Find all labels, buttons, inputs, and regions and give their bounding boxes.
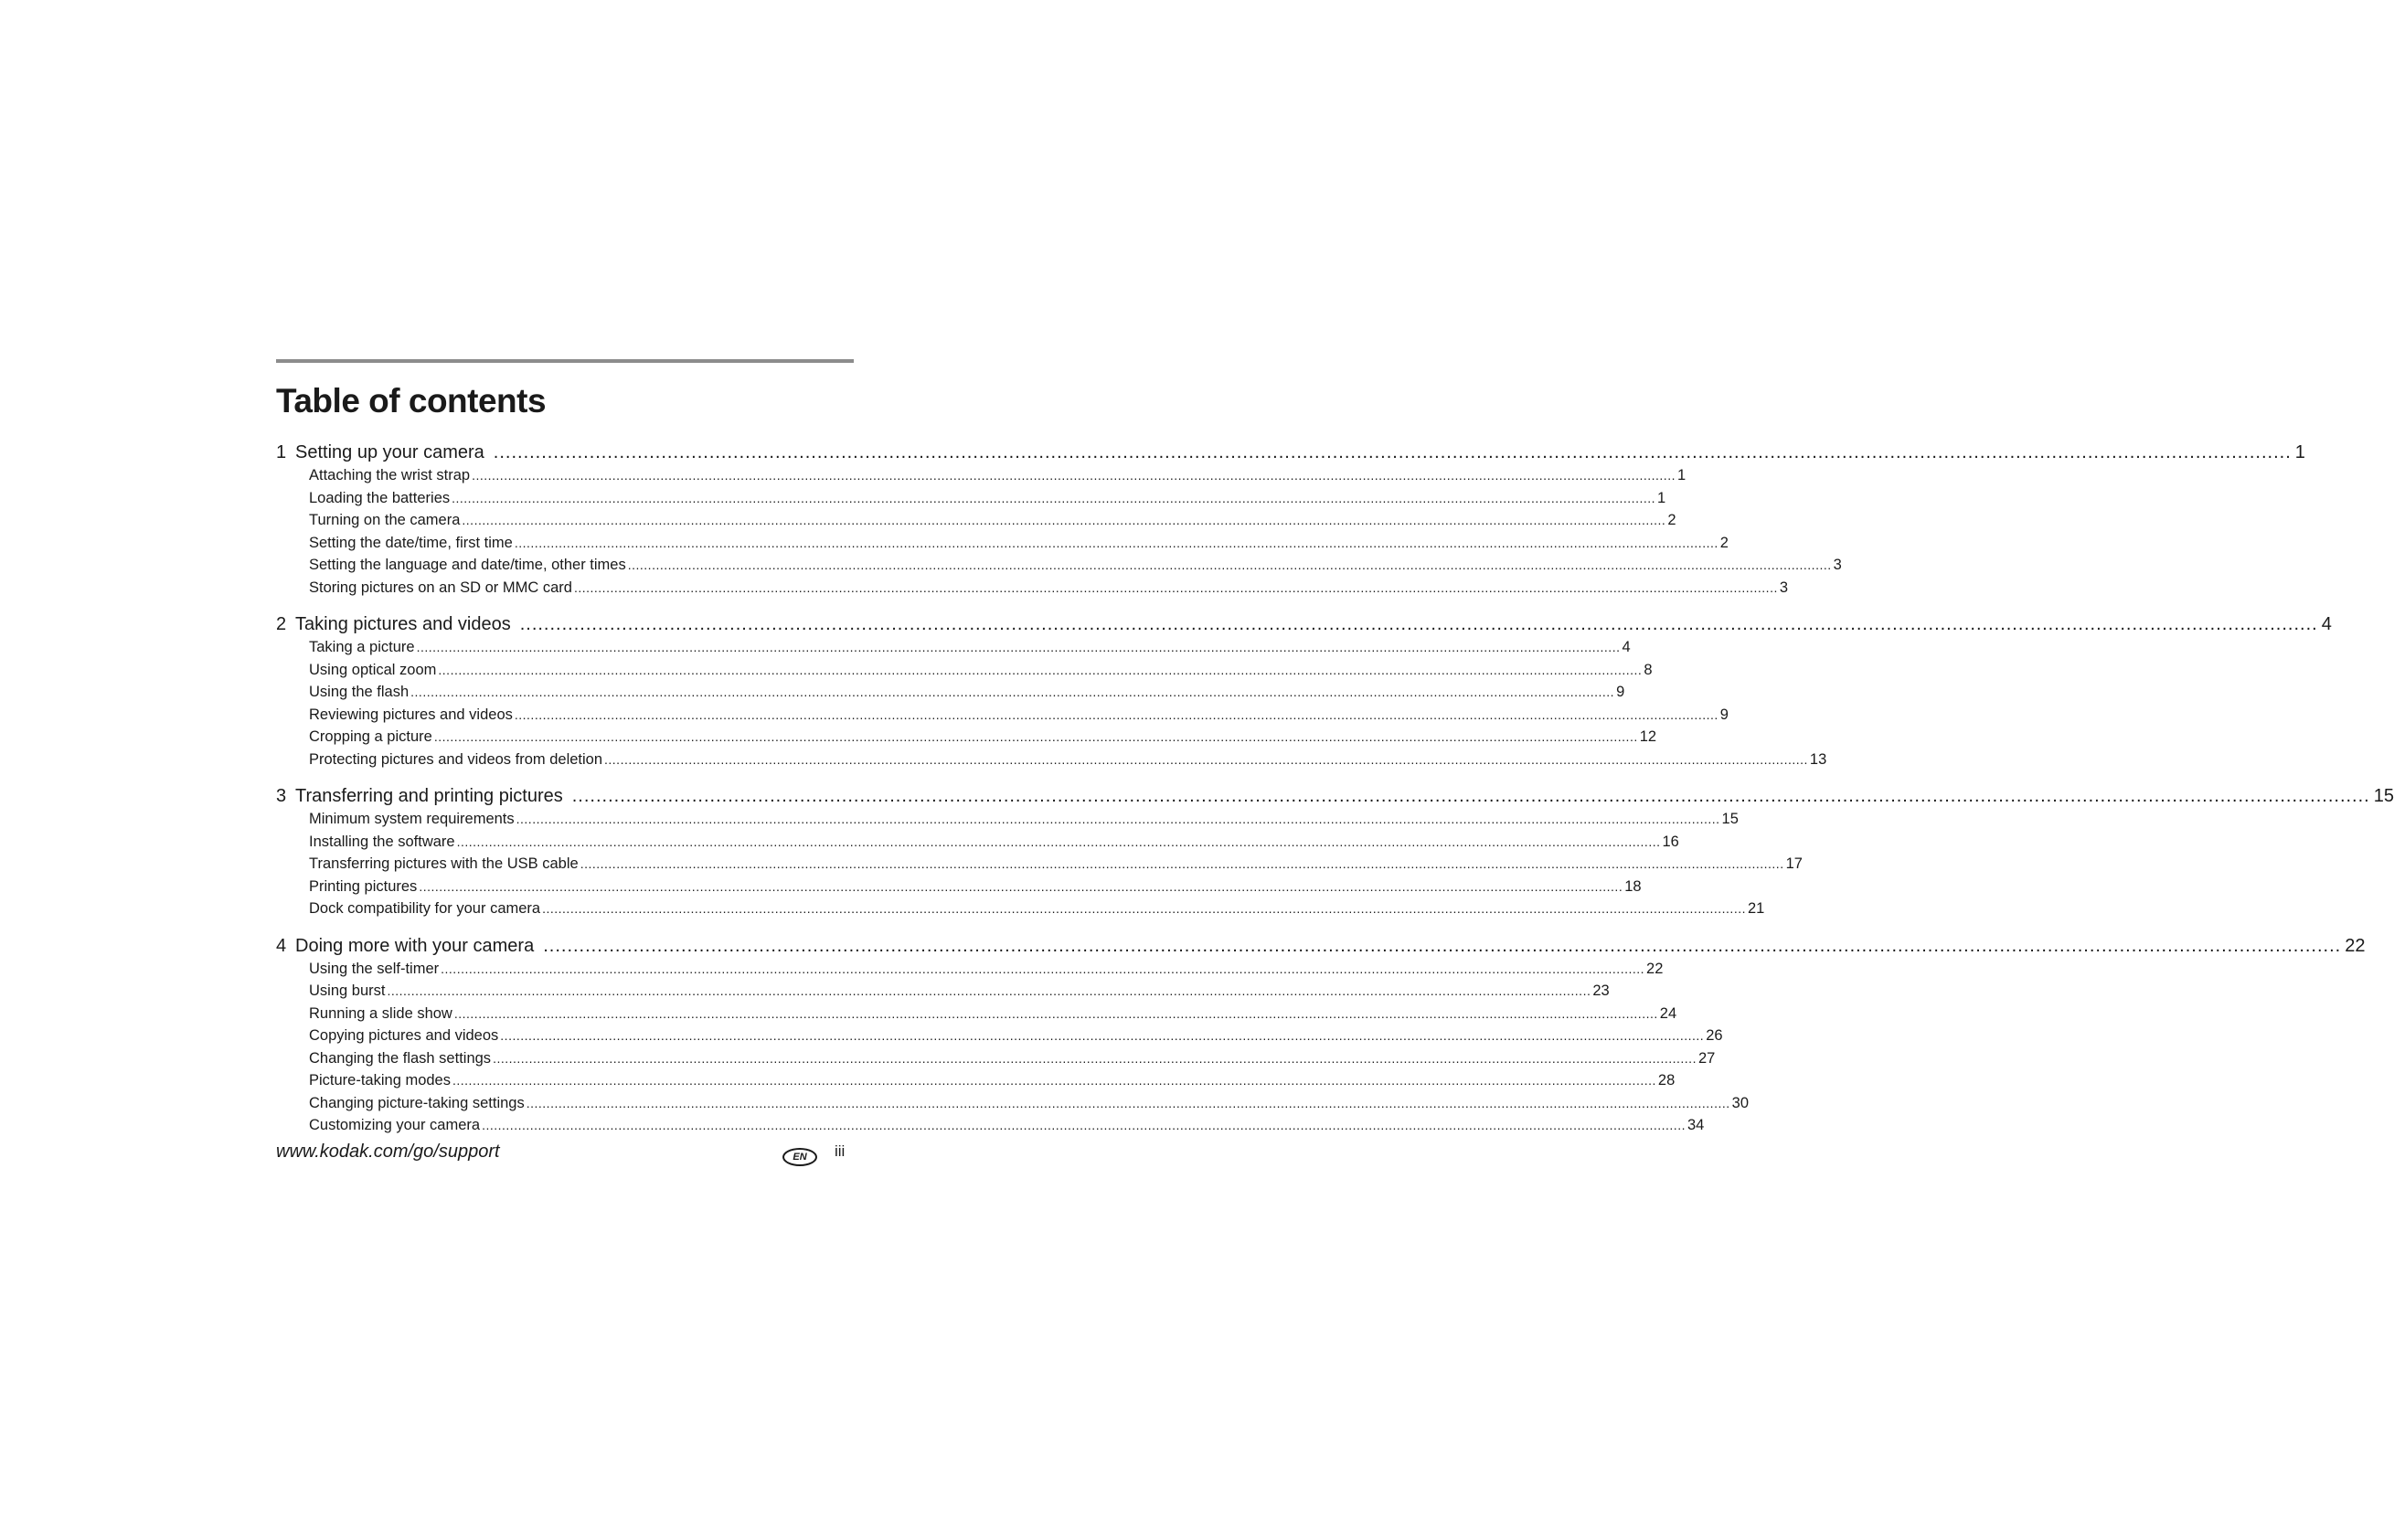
toc-entry[interactable] [309,704,1729,727]
toc-entry[interactable] [309,958,1664,981]
entry-title: Using the flash [309,684,410,700]
dot-leader: ............................................................................................................................................................................................................................................................................................................ [452,490,1656,505]
dot-leader: ............................................................................................................................................................................................................................................................................................................ [493,442,2292,462]
chapter-number: 3 [276,786,287,806]
entry-page-number: 16 [1662,833,1679,850]
toc-entry[interactable] [309,532,1729,555]
toc-entry[interactable] [309,1114,1705,1137]
entry-title: Changing the flash settings [309,1049,492,1067]
entry-page-number: 1 [1657,489,1666,506]
toc-entry-list [276,464,1842,599]
dot-leader: ............................................................................................................................................................................................................................................................................................................ [580,856,1784,871]
dot-leader: ............................................................................................................................................................................................................................................................................................................ [516,812,1720,826]
dot-leader: ............................................................................................................................................................................................................................................................................................................ [519,614,2318,634]
page-title: Table of contents [276,382,547,420]
entry-page-number: 8 [1644,661,1653,678]
dot-leader: ............................................................................................................................................................................................................................................................................................................ [441,961,1645,976]
dot-leader: ............................................................................................................................................................................................................................................................................................................ [433,729,1638,744]
chapter-title: Transferring and printing pictures [295,786,563,806]
toc-entry[interactable] [309,853,1803,876]
entry-title: Attaching the wrist strap [309,467,471,483]
entry-page-number: 26 [1706,1027,1723,1044]
entry-title: Using optical zoom [309,661,437,678]
entry-page-number: 24 [1659,1004,1677,1022]
dot-leader: ............................................................................................................................................................................................................................................................................................................ [526,1095,1730,1110]
entry-title: Customizing your camera [309,1117,481,1133]
dot-leader: ............................................................................................................................................................................................................................................................................................................ [542,901,1746,916]
entry-page-number: 3 [1833,557,1842,573]
toc-entry[interactable] [309,1047,1716,1070]
entry-page-number: 9 [1616,684,1625,700]
toc-chapter-heading[interactable] [276,784,2394,808]
entry-page-number: 15 [1721,811,1739,827]
toc-chapter [276,612,2332,770]
chapter-number: 2 [276,614,287,634]
toc-chapter [276,784,2394,920]
toc-entry-list [276,808,1803,920]
toc-chapter [276,934,2366,1137]
toc-entry-list [276,958,1749,1137]
entry-title: Copying pictures and videos [309,1027,499,1044]
entry-title: Running a slide show [309,1004,452,1022]
entry-page-number: 9 [1719,706,1729,723]
toc-entry[interactable] [309,897,1765,920]
toc-entry[interactable] [309,1003,1677,1025]
chapter-title: Taking pictures and videos [295,614,511,634]
entry-title: Using burst [309,982,386,999]
toc-entry[interactable] [309,726,1657,749]
entry-title: Turning on the camera [309,512,461,528]
entry-page-number: 1 [1676,467,1686,483]
entry-page-number: 21 [1748,900,1765,917]
entry-title: Changing picture-taking settings [309,1094,525,1111]
entry-page-number: 28 [1657,1072,1676,1089]
dot-leader: ............................................................................................................................................................................................................................................................................................................ [482,1118,1686,1132]
entry-page-number: 12 [1639,728,1657,745]
dot-leader: ............................................................................................................................................................................................................................................................................................................ [573,579,1778,595]
entry-title: Taking a picture [309,639,415,655]
entry-page-number: 3 [1779,579,1789,596]
entry-page-number: 4 [1622,639,1631,655]
toc-entry[interactable] [309,876,1642,898]
toc-chapter [276,441,2305,599]
dot-leader: ............................................................................................................................................................................................................................................................................................................ [438,662,1643,677]
entry-title: Transferring pictures with the USB cable [309,855,579,872]
entry-page-number: 23 [1592,982,1610,999]
toc-entry[interactable] [309,554,1842,577]
chapter-number: 4 [276,935,287,956]
entry-title: Minimum system requirements [309,811,515,827]
entry-title: Picture-taking modes [309,1072,451,1089]
dot-leader: ............................................................................................................................................................................................................................................................................................................ [500,1028,1705,1043]
toc-entry[interactable] [309,749,1827,771]
entry-title: Cropping a picture [309,728,432,745]
entry-title: Loading the batteries [309,489,451,506]
dot-leader: ............................................................................................................................................................................................................................................................................................................ [410,685,1615,699]
dot-leader: ............................................................................................................................................................................................................................................................................................................ [514,535,1718,550]
entry-page-number: 17 [1785,855,1803,872]
entry-title: Reviewing pictures and videos [309,706,513,723]
dot-leader: ............................................................................................................................................................................................................................................................................................................ [416,640,1621,654]
entry-page-number: 13 [1809,750,1827,768]
dot-leader: ............................................................................................................................................................................................................................................................................................................ [452,1073,1656,1088]
entry-page-number: 2 [1719,534,1729,551]
chapter-page-number: 1 [2294,442,2305,462]
entry-page-number: 30 [1731,1094,1749,1111]
entry-page-number: 18 [1624,877,1642,895]
title-rule [276,359,854,363]
toc-entry[interactable] [309,681,1625,704]
entry-title: Using the self-timer [309,960,440,977]
toc-entry[interactable] [309,1069,1676,1092]
entry-title: Storing pictures on an SD or MMC card [309,579,572,596]
dot-leader: ............................................................................................................................................................................................................................................................................................................ [472,468,1676,483]
dot-leader: ............................................................................................................................................................................................................................................................................................................ [456,834,1661,849]
toc-entry[interactable] [309,509,1676,532]
chapter-page-number: 22 [2345,935,2366,956]
chapter-title: Doing more with your camera [295,935,535,956]
entry-title: Setting the date/time, first time [309,534,513,551]
dot-leader: ............................................................................................................................................................................................................................................................................................................ [604,751,1808,767]
dot-leader: ............................................................................................................................................................................................................................................................................................................ [514,706,1718,722]
toc-entry[interactable] [309,464,1686,487]
toc-entry[interactable] [309,980,1610,1003]
toc-entry[interactable] [309,487,1666,510]
entry-title: Printing pictures [309,877,418,895]
toc-chapter-heading[interactable] [276,934,2366,958]
dot-leader: ............................................................................................................................................................................................................................................................................................................ [387,983,1591,998]
entry-page-number: 27 [1697,1049,1716,1067]
page-number: iii [835,1142,846,1160]
dot-leader: ............................................................................................................................................................................................................................................................................................................ [627,558,1832,572]
chapter-page-number: 4 [2321,614,2332,634]
toc-entry[interactable] [309,636,1631,659]
toc-entry[interactable] [309,1092,1749,1115]
dot-leader: ............................................................................................................................................................................................................................................................................................................ [419,878,1623,894]
entry-title: Protecting pictures and videos from deletion [309,750,603,768]
toc-entry[interactable] [309,659,1653,682]
toc-entry-list [276,636,1827,770]
language-badge: EN [782,1148,817,1166]
footer-url[interactable]: www.kodak.com/go/support [276,1142,500,1162]
dot-leader: ............................................................................................................................................................................................................................................................................................................ [493,1050,1697,1066]
toc-chapter-heading[interactable] [276,441,2305,464]
chapter-number: 1 [276,442,287,462]
chapter-title: Setting up your camera [295,442,484,462]
chapter-page-number: 15 [2373,786,2394,806]
entry-title: Installing the software [309,833,455,850]
dot-leader: ............................................................................................................................................................................................................................................................................................................ [453,1005,1658,1021]
entry-title: Dock compatibility for your camera [309,900,541,917]
toc-chapter-heading[interactable] [276,612,2332,636]
dot-leader: ............................................................................................................................................................................................................................................................................................................ [543,935,2342,956]
toc-entry[interactable] [309,831,1679,854]
toc-entry[interactable] [309,808,1739,831]
toc-entry[interactable] [309,577,1789,600]
toc-entry[interactable] [309,1025,1723,1047]
dot-leader: ............................................................................................................................................................................................................................................................................................................ [571,786,2370,806]
dot-leader: ............................................................................................................................................................................................................................................................................................................ [462,513,1666,527]
entry-page-number: 34 [1686,1117,1705,1133]
entry-page-number: 22 [1646,960,1664,977]
entry-title: Setting the language and date/time, other times [309,557,626,573]
entry-page-number: 2 [1667,512,1676,528]
